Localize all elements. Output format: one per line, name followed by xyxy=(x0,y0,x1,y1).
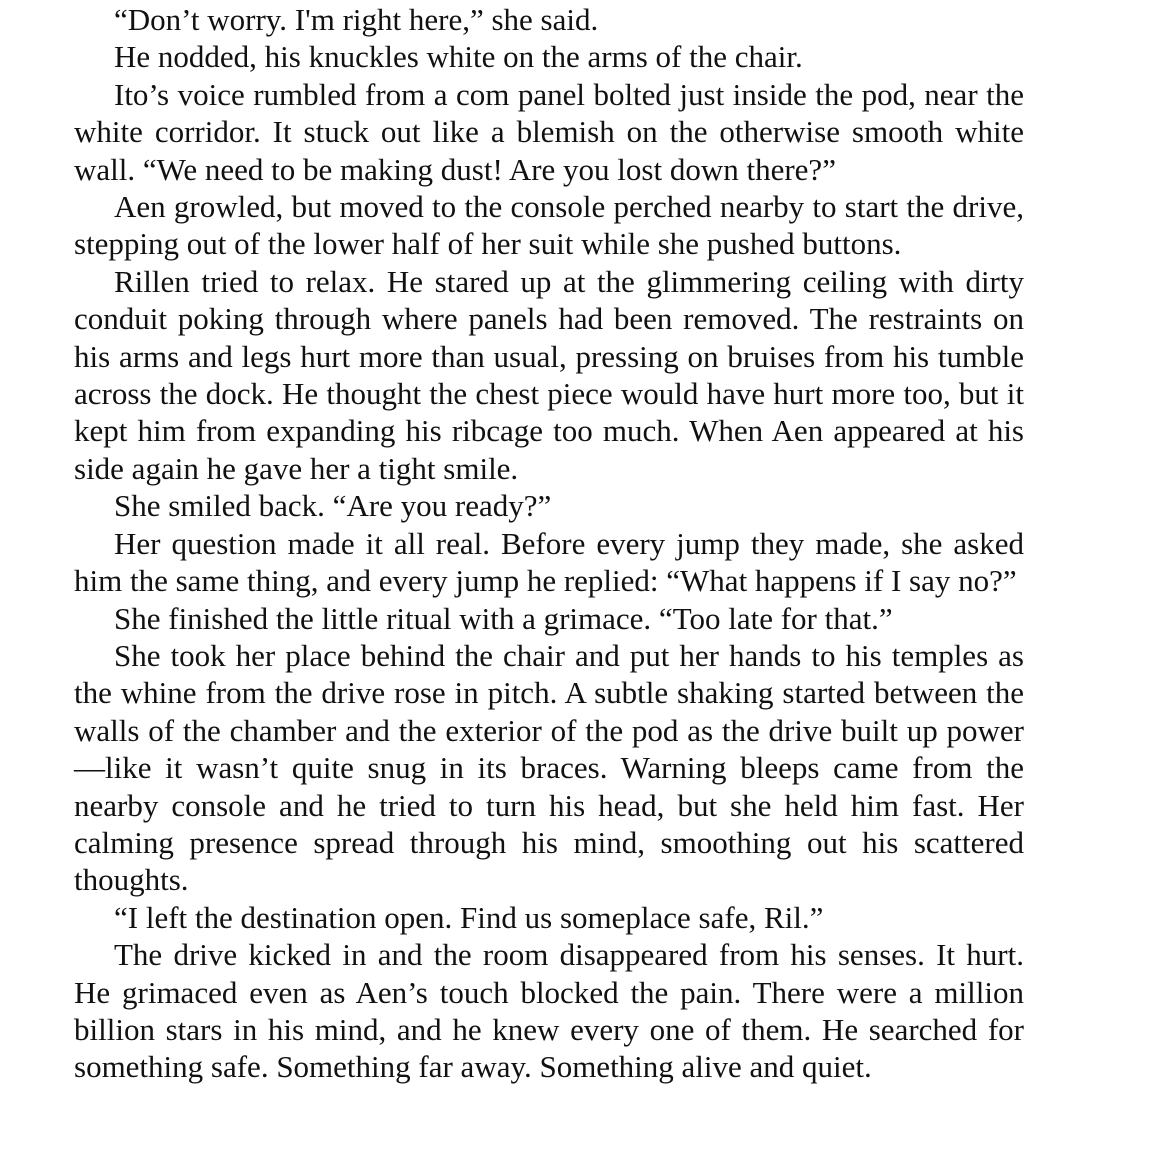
paragraph-9: She took her place behind the chair and put her hands to his temples as the whine from the drive rose in pitch. A subtle shaking started between the walls of the chamber and the exterior of the pod as the drive built up power—like it wasn’t quite snug in its braces. Warning bleeps came from the nearby console and he tried to turn his head, but she held him fast. Her calming presence spread through his mind, smoothing out his scattered thoughts. xyxy=(74,637,1024,898)
book-page xyxy=(74,0,1024,1086)
paragraph-2: He nodded, his knuckles white on the arms of the chair. xyxy=(114,39,803,75)
paragraph-4: Aen growled, but moved to the console perched nearby to start the drive, stepping out of the lower half of her suit while she pushed buttons. xyxy=(74,189,1024,262)
paragraph-6: She smiled back. “Are you ready?” xyxy=(114,488,552,524)
paragraph-3: Ito’s voice rumbled from a com panel bolted just inside the pod, near the white corridor. It stuck out like a blemish on the otherwise smooth white wall. “We need to be making dust! Are you lost down there?” xyxy=(74,76,1024,187)
paragraph-5: Rillen tried to relax. He stared up at the glimmering ceiling with dirty conduit poking through where panels had been removed. The restraints on his arms and legs hurt more than usual, pressing on bruises from his tumble across the dock. He thought the chest piece would have hurt more too, but it kept him from expanding his ribcage too much. When Aen appeared at his side again he gave her a tight smile. xyxy=(74,263,1024,486)
paragraph-10: “I left the destination open. Find us someplace safe, Ril.” xyxy=(114,899,824,935)
paragraph-8: She finished the little ritual with a grimace. “Too late for that.” xyxy=(114,600,893,636)
paragraph-7: Her question made it all real. Before every jump they made, she asked him the same thing, and every jump he replied: “What happens if I say no?” xyxy=(74,525,1024,599)
paragraph-1: “Don’t worry. I'm right here,” she said. xyxy=(114,2,599,37)
paragraph-11: The drive kicked in and the room disappeared from his senses. It hurt. He grimaced even as Aen’s touch blocked the pain. There were a million billion stars in his mind, and he knew every one of them. He searched for something safe. Something far away. Something alive and quiet. xyxy=(74,937,1024,1085)
